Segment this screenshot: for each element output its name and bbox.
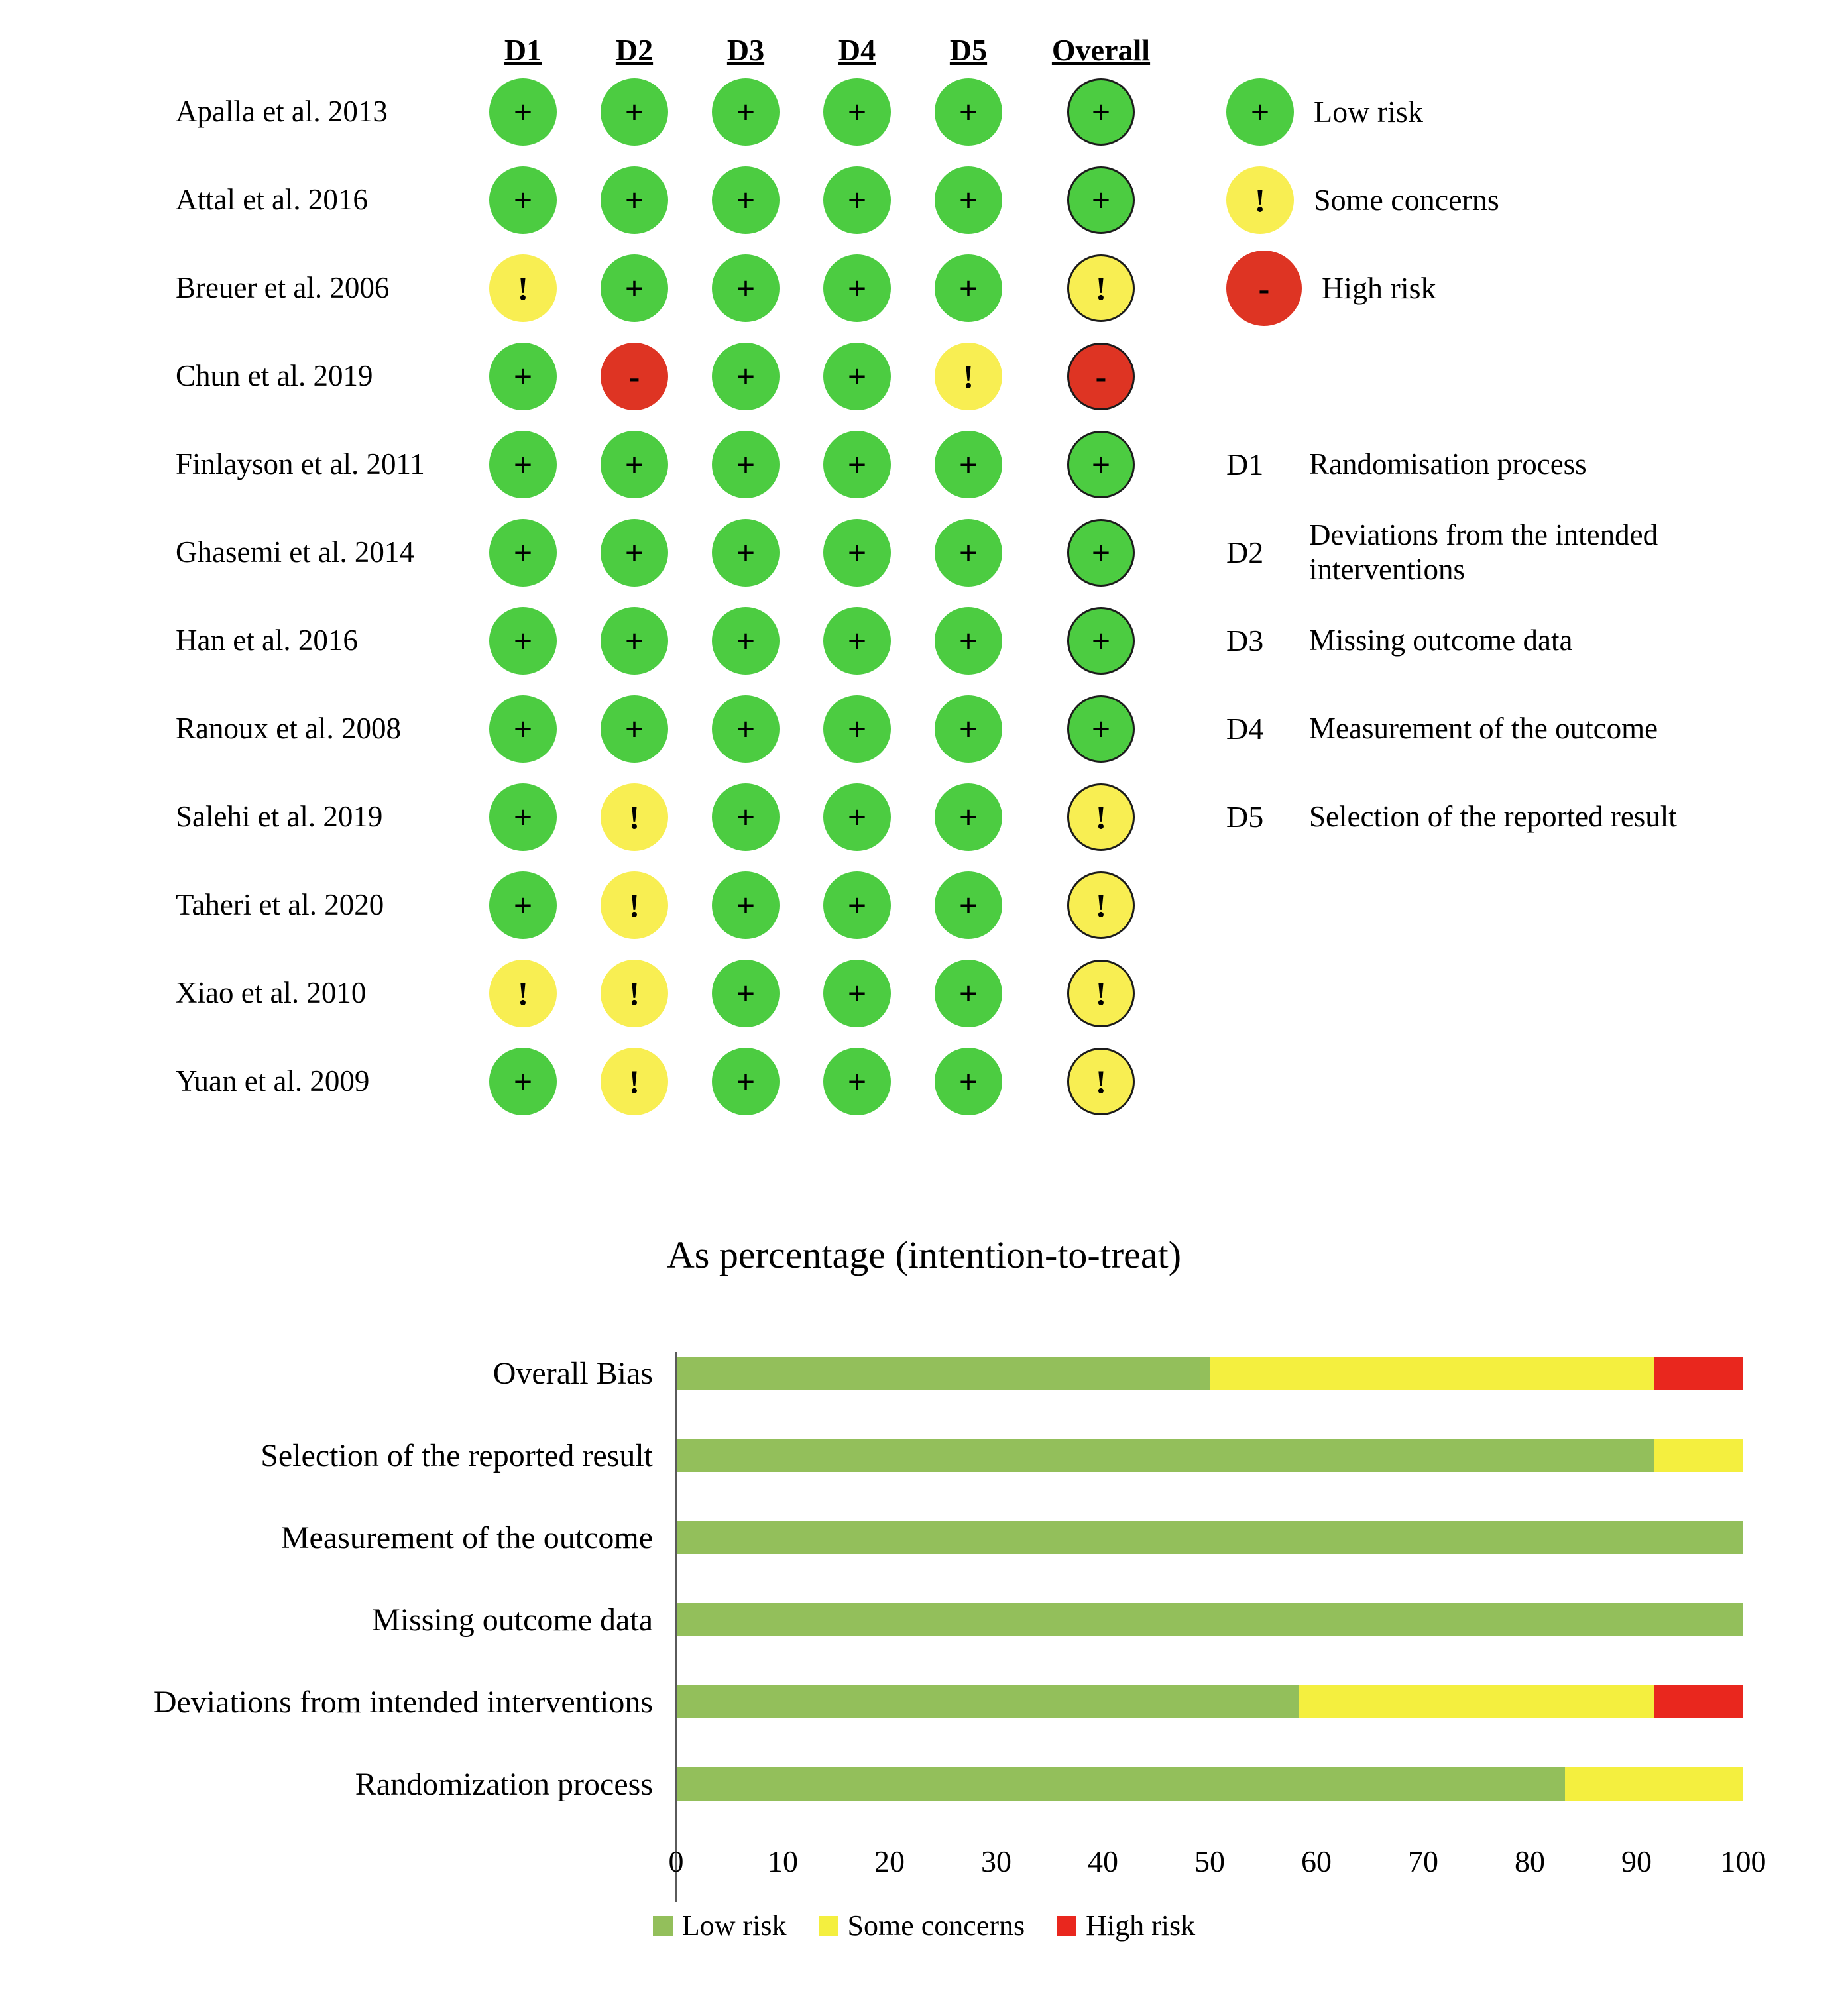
study-row <box>176 332 1157 420</box>
rating-circle-low: + <box>712 783 780 851</box>
bar-track <box>676 1767 1743 1801</box>
rating-circle-some: ! <box>601 1048 668 1115</box>
bar-category-label: Selection of the reported result <box>260 1437 653 1473</box>
bar-category-label: Deviations from intended interventions <box>153 1684 653 1720</box>
rating-cell <box>467 607 579 675</box>
rating-cell <box>913 254 1024 322</box>
study-label: Xiao et al. 2010 <box>176 976 367 1010</box>
rating-circle-low: + <box>823 695 891 763</box>
rating-cell <box>467 431 579 498</box>
rating-cell <box>579 1048 690 1115</box>
rating-cell <box>690 607 801 675</box>
rating-cell <box>801 871 913 939</box>
rating-circle-some: ! <box>601 960 668 1027</box>
rating-circle-some: ! <box>1067 960 1135 1027</box>
domain-key <box>1226 420 1760 861</box>
rating-cell <box>579 960 690 1027</box>
x-axis-ticks <box>668 1844 1766 1890</box>
chart-legend-label: Low risk <box>681 1909 787 1942</box>
x-tick-label: 20 <box>874 1844 905 1878</box>
rating-cell <box>1045 78 1157 146</box>
x-tick-label: 40 <box>1088 1844 1118 1878</box>
bar-segment-low-risk <box>676 1767 1565 1801</box>
high-risk-icon: - <box>1226 251 1302 326</box>
rating-cell <box>913 695 1024 763</box>
bar-segment-some-concerns <box>1654 1439 1743 1472</box>
bar-segment-low-risk <box>676 1521 1743 1554</box>
bar-segment-low-risk <box>676 1439 1654 1472</box>
rating-circle-low: + <box>935 519 1002 587</box>
bar-row <box>0 1332 1848 1414</box>
bar-segment-low-risk <box>676 1685 1299 1718</box>
column-header-d4: D4 <box>838 33 876 67</box>
bar-track <box>676 1439 1743 1472</box>
study-row <box>176 773 1157 861</box>
rating-cell <box>801 78 913 146</box>
rating-circle-low: + <box>935 78 1002 146</box>
x-tick-label: 50 <box>1194 1844 1225 1878</box>
rating-circle-some: ! <box>601 783 668 851</box>
rating-circle-low: + <box>935 607 1002 675</box>
bar-row <box>0 1579 1848 1661</box>
rating-circle-some: ! <box>1067 1048 1135 1115</box>
study-label: Ghasemi et al. 2014 <box>176 535 414 569</box>
rating-cell <box>1045 1048 1157 1115</box>
rating-circle-low: + <box>712 343 780 410</box>
bar-segment-some-concerns <box>1299 1685 1655 1718</box>
domain-description: Deviations from the intended interventions <box>1309 518 1658 586</box>
bar-row <box>0 1414 1848 1496</box>
rating-cell <box>1045 431 1157 498</box>
risk-legend-item <box>1226 156 1499 244</box>
study-label: Breuer et al. 2006 <box>176 271 390 305</box>
rating-circle-high: - <box>1067 343 1135 410</box>
column-header-d1: D1 <box>504 33 542 67</box>
rating-cell <box>690 695 801 763</box>
domain-code: D3 <box>1226 624 1264 657</box>
x-tick-label: 30 <box>981 1844 1011 1878</box>
rating-cell <box>690 431 801 498</box>
rating-cell <box>913 166 1024 234</box>
rating-circle-low: + <box>1067 431 1135 498</box>
x-tick-label: 70 <box>1408 1844 1438 1878</box>
rating-cell <box>690 871 801 939</box>
rating-cell <box>579 166 690 234</box>
rating-cell <box>690 78 801 146</box>
rating-cell <box>801 960 913 1027</box>
rating-cell <box>467 695 579 763</box>
rating-cell <box>801 519 913 587</box>
rating-circle-low: + <box>823 960 891 1027</box>
rating-cell <box>690 166 801 234</box>
rating-circle-some: ! <box>489 960 557 1027</box>
rating-cell <box>1045 254 1157 322</box>
rating-cell <box>467 1048 579 1115</box>
rating-cell <box>690 960 801 1027</box>
y-axis-line <box>675 1352 677 1902</box>
risk-legend-item <box>1226 244 1499 332</box>
rating-circle-low: + <box>712 960 780 1027</box>
study-row <box>176 949 1157 1037</box>
rating-circle-low: + <box>1067 607 1135 675</box>
domain-key-row <box>1226 420 1760 508</box>
domain-key-row <box>1226 596 1760 685</box>
rating-cell <box>467 871 579 939</box>
bar-category-label: Measurement of the outcome <box>280 1520 653 1555</box>
bar-row <box>0 1661 1848 1743</box>
rating-circle-low: + <box>823 78 891 146</box>
bar-segment-some-concerns <box>1210 1357 1654 1390</box>
rating-circle-low: + <box>489 343 557 410</box>
risk-legend-label: Some concerns <box>1314 183 1499 217</box>
chart-legend <box>0 1909 1848 1942</box>
rating-circle-low: + <box>489 519 557 587</box>
rating-cell <box>467 254 579 322</box>
rating-circle-low: + <box>823 1048 891 1115</box>
rating-cell <box>1045 607 1157 675</box>
study-label: Han et al. 2016 <box>176 624 358 657</box>
rating-cell <box>801 343 913 410</box>
study-label: Salehi et al. 2019 <box>176 800 383 834</box>
rating-circle-low: + <box>935 254 1002 322</box>
rating-cell <box>467 519 579 587</box>
rating-circle-low: + <box>601 78 668 146</box>
rating-circle-low: + <box>489 1048 557 1115</box>
rating-cell <box>690 254 801 322</box>
rating-cell <box>1045 871 1157 939</box>
rating-circle-low: + <box>823 607 891 675</box>
risk-legend-label: Low risk <box>1314 95 1423 129</box>
bar-segment-low-risk <box>676 1357 1210 1390</box>
bar-track <box>676 1521 1743 1554</box>
rating-cell <box>1045 783 1157 851</box>
rating-cell <box>467 78 579 146</box>
study-label: Apalla et al. 2013 <box>176 95 388 129</box>
rating-cell <box>1045 960 1157 1027</box>
chart-legend-item <box>653 1909 787 1942</box>
rating-circle-low: + <box>601 519 668 587</box>
rating-circle-low: + <box>823 871 891 939</box>
rating-cell <box>690 1048 801 1115</box>
rating-cell <box>579 695 690 763</box>
rating-cell <box>913 1048 1024 1115</box>
rating-circle-low: + <box>489 166 557 234</box>
study-rows <box>176 68 1157 1125</box>
rating-circle-low: + <box>712 871 780 939</box>
domain-key-row <box>1226 685 1760 773</box>
rating-cell <box>913 960 1024 1027</box>
rating-cell <box>1045 343 1157 410</box>
rating-circle-low: + <box>935 783 1002 851</box>
bar-row <box>0 1496 1848 1579</box>
rating-cell <box>913 783 1024 851</box>
domain-code: D4 <box>1226 712 1264 746</box>
rating-cell <box>579 519 690 587</box>
study-label: Attal et al. 2016 <box>176 183 368 217</box>
bar-category-label: Missing outcome data <box>372 1602 653 1638</box>
rating-circle-low: + <box>935 695 1002 763</box>
rating-circle-low: + <box>489 431 557 498</box>
rating-circle-low: + <box>489 78 557 146</box>
bar-segment-some-concerns <box>1565 1767 1743 1801</box>
rating-cell <box>579 431 690 498</box>
column-header-d2: D2 <box>615 33 654 67</box>
rating-circle-low: + <box>1067 519 1135 587</box>
x-tick-label: 100 <box>1720 1844 1766 1878</box>
rating-cell <box>579 783 690 851</box>
rating-cell <box>801 607 913 675</box>
domain-description: Randomisation process <box>1309 447 1587 480</box>
domain-description: Measurement of the outcome <box>1309 711 1658 745</box>
x-tick-label: 0 <box>668 1844 684 1878</box>
rating-cell <box>467 783 579 851</box>
risk-legend <box>1226 68 1499 332</box>
rating-circle-some: ! <box>601 871 668 939</box>
chart-legend-item <box>1057 1909 1195 1942</box>
study-row <box>176 596 1157 685</box>
rating-circle-high: - <box>601 343 668 410</box>
x-tick-label: 80 <box>1515 1844 1545 1878</box>
rating-circle-low: + <box>712 431 780 498</box>
rating-circle-low: + <box>601 431 668 498</box>
rating-cell <box>579 607 690 675</box>
rating-cell <box>467 960 579 1027</box>
rating-cell <box>467 166 579 234</box>
study-row <box>176 244 1157 332</box>
rating-circle-low: + <box>601 695 668 763</box>
bar-track <box>676 1603 1743 1636</box>
rating-circle-low: + <box>1067 695 1135 763</box>
rating-cell <box>913 519 1024 587</box>
rating-cell <box>690 343 801 410</box>
study-label: Ranoux et al. 2008 <box>176 712 401 746</box>
rating-circle-low: + <box>489 695 557 763</box>
rating-circle-low: + <box>489 871 557 939</box>
rating-cell <box>801 431 913 498</box>
rating-circle-some: ! <box>935 343 1002 410</box>
rating-circle-some: ! <box>1067 254 1135 322</box>
legend-swatch-some-concerns <box>819 1916 838 1936</box>
study-label: Chun et al. 2019 <box>176 359 373 393</box>
chart-legend-item <box>819 1909 1025 1942</box>
rating-cell <box>1045 166 1157 234</box>
rating-cell <box>913 78 1024 146</box>
rating-circle-low: + <box>712 1048 780 1115</box>
domain-description: Selection of the reported result <box>1309 799 1677 833</box>
traffic-light-header <box>176 20 1157 68</box>
rating-cell <box>690 519 801 587</box>
bar-category-label: Randomization process <box>355 1766 653 1802</box>
rating-cell <box>579 871 690 939</box>
plot-area <box>0 1332 1848 1890</box>
rating-circle-low: + <box>823 431 891 498</box>
rating-circle-low: + <box>823 343 891 410</box>
domain-code: D1 <box>1226 447 1264 481</box>
bar-segment-high-risk <box>1654 1685 1743 1718</box>
study-row <box>176 861 1157 949</box>
bar-segment-high-risk <box>1654 1357 1743 1390</box>
domain-code: D5 <box>1226 800 1264 834</box>
bar-row <box>0 1743 1848 1825</box>
rating-circle-low: + <box>489 783 557 851</box>
legend-swatch-high-risk <box>1057 1916 1076 1936</box>
rating-circle-low: + <box>935 871 1002 939</box>
rating-cell <box>913 431 1024 498</box>
chart-legend-label: High risk <box>1086 1909 1196 1942</box>
rating-cell <box>801 1048 913 1115</box>
rating-circle-low: + <box>1067 78 1135 146</box>
rating-circle-low: + <box>712 519 780 587</box>
rating-circle-some: ! <box>1067 783 1135 851</box>
chart-title: As percentage (intention-to-treat) <box>666 1233 1182 1276</box>
rating-cell <box>579 343 690 410</box>
rating-circle-low: + <box>823 519 891 587</box>
rating-cell <box>579 254 690 322</box>
rating-circle-low: + <box>935 1048 1002 1115</box>
rating-circle-low: + <box>935 431 1002 498</box>
rating-circle-low: + <box>935 960 1002 1027</box>
rating-cell <box>913 343 1024 410</box>
x-tick-label: 60 <box>1301 1844 1332 1878</box>
study-row <box>176 420 1157 508</box>
rating-cell <box>1045 695 1157 763</box>
rating-cell <box>801 254 913 322</box>
study-row <box>176 1037 1157 1125</box>
risk-legend-item <box>1226 68 1499 156</box>
domain-key-row <box>1226 773 1760 861</box>
rating-circle-low: + <box>823 166 891 234</box>
bar-track <box>676 1685 1743 1718</box>
rating-circle-low: + <box>601 254 668 322</box>
rating-cell <box>913 871 1024 939</box>
rating-circle-low: + <box>712 695 780 763</box>
traffic-light-plot <box>176 20 1157 1125</box>
rating-circle-some: ! <box>1067 871 1135 939</box>
rating-circle-low: + <box>935 166 1002 234</box>
bar-track <box>676 1357 1743 1390</box>
study-label: Finlayson et al. 2011 <box>176 447 425 481</box>
rating-cell <box>690 783 801 851</box>
rating-circle-low: + <box>823 254 891 322</box>
study-row <box>176 156 1157 244</box>
rating-cell <box>801 695 913 763</box>
rating-circle-low: + <box>1067 166 1135 234</box>
study-row <box>176 685 1157 773</box>
rating-circle-low: + <box>601 607 668 675</box>
rating-cell <box>801 783 913 851</box>
rating-circle-low: + <box>712 254 780 322</box>
x-tick-label: 10 <box>768 1844 798 1878</box>
x-tick-label: 90 <box>1621 1844 1652 1878</box>
rating-circle-low: + <box>823 783 891 851</box>
legend-swatch-low-risk <box>653 1916 673 1936</box>
bar-segment-low-risk <box>676 1603 1743 1636</box>
summary-bar-chart <box>0 1233 1848 1942</box>
column-header-d5: D5 <box>949 33 988 67</box>
rating-circle-low: + <box>712 166 780 234</box>
rating-circle-low: + <box>712 78 780 146</box>
study-row <box>176 508 1157 596</box>
rating-cell <box>1045 519 1157 587</box>
some-risk-icon: ! <box>1226 166 1294 234</box>
rating-circle-some: ! <box>489 254 557 322</box>
chart-legend-label: Some concerns <box>847 1909 1025 1942</box>
risk-legend-label: High risk <box>1322 271 1436 305</box>
study-label: Taheri et al. 2020 <box>176 888 384 922</box>
study-row <box>176 68 1157 156</box>
study-label: Yuan et al. 2009 <box>176 1064 370 1098</box>
bar-rows <box>0 1332 1848 1825</box>
rating-cell <box>579 78 690 146</box>
rating-cell <box>913 607 1024 675</box>
bar-category-label: Overall Bias <box>492 1355 653 1391</box>
rating-circle-low: + <box>712 607 780 675</box>
domain-description: Missing outcome data <box>1309 623 1573 657</box>
column-header-overall: Overall <box>1051 33 1151 67</box>
rating-cell <box>801 166 913 234</box>
domain-code: D2 <box>1226 535 1264 569</box>
low-risk-icon: + <box>1226 78 1294 146</box>
rating-circle-low: + <box>601 166 668 234</box>
domain-key-row <box>1226 508 1760 596</box>
rating-cell <box>467 343 579 410</box>
column-header-d3: D3 <box>726 33 765 67</box>
rating-circle-low: + <box>489 607 557 675</box>
